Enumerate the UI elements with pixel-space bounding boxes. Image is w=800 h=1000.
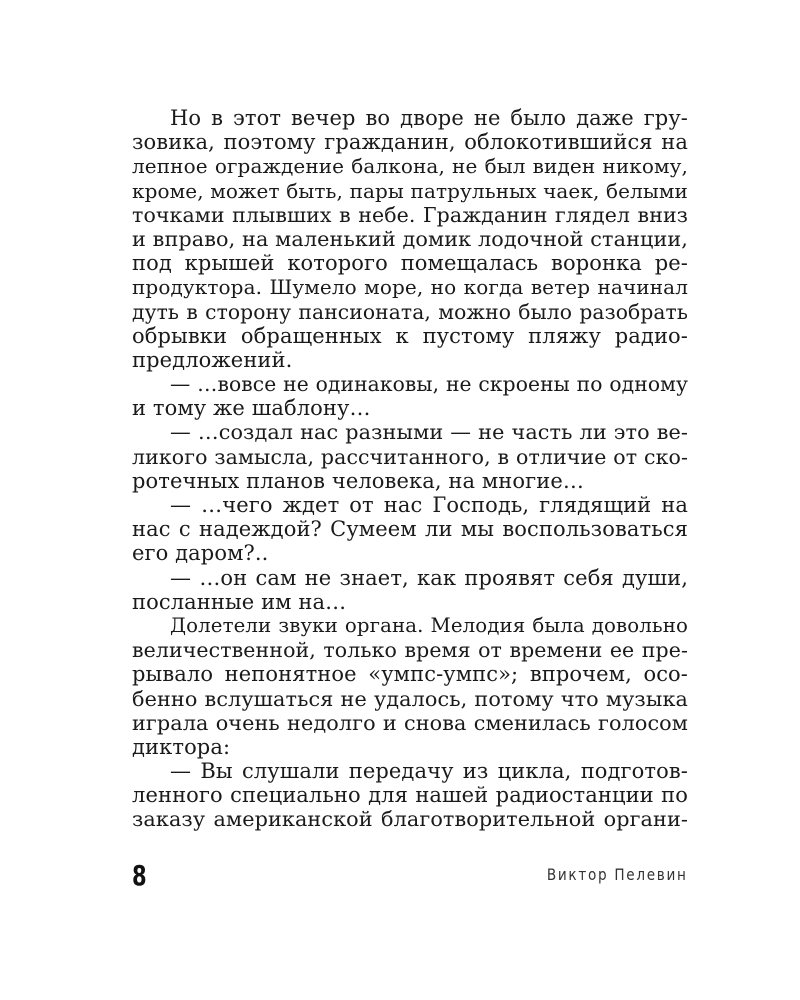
text-line: Долетели звуки органа. Мелодия была довольно [170, 613, 688, 637]
text-line: и вправо, на маленький домик лодочной станции, [132, 226, 688, 251]
text-line: величественной, только время от времени ее пре- [132, 638, 688, 663]
text-line: зовика, поэтому гражданин, облокотившийся на [132, 130, 688, 155]
text-line: — …он сам не знает, как проявят себя души, [170, 565, 688, 590]
text-line: бенно вслушаться не удалось, потому что музыка [132, 686, 688, 711]
text-line: — …вовсе не одинаковы, не скроены по одному [170, 372, 688, 397]
text-line: ротечных планов человека, на многие… [132, 468, 584, 493]
text-line: ликого замысла, рассчитанного, в отличие от ско- [132, 444, 688, 469]
text-line: диктора: [132, 734, 231, 759]
page-number: 8 [132, 859, 147, 892]
text-line: продуктора. Шумело море, но когда ветер начинал [132, 275, 688, 300]
text-line: точками плывших в небе. Гражданин глядел вниз [132, 202, 688, 227]
text-line: — …создал нас разными — не часть ли это ве- [170, 420, 688, 445]
text-line: обрывки обращенных к пустому пляжу радио- [132, 323, 688, 348]
body-text [132, 106, 688, 832]
page-footer [132, 859, 688, 892]
text-line: и тому же шаблону… [132, 396, 371, 421]
text-line: Но в этот вечер во дворе не было даже гру- [170, 106, 688, 130]
text-line: предложений. [132, 347, 293, 372]
text-line: рывало непонятное «умпс-умпс»; впрочем, осо- [132, 662, 688, 687]
running-head-author: Виктор Пелевин [547, 865, 688, 884]
text-line: посланные им на… [132, 589, 347, 614]
text-line: заказу американской благотворительной органи- [132, 807, 688, 832]
text-line: дуть в сторону пансионата, можно было разобрать [132, 299, 688, 324]
text-line: лепное ограждение балкона, не был виден никому, [132, 154, 688, 179]
text-line: ленного специально для нашей радиостанции по [132, 783, 688, 808]
text-line: — Вы слушали передачу из цикла, подготов- [170, 759, 688, 784]
text-line: играла очень недолго и снова сменилась голосом [132, 710, 688, 735]
text-line: нас с надеждой? Сумеем ли мы воспользоваться [132, 517, 688, 542]
text-line: его даром?.. [132, 541, 269, 566]
text-line: под крышей которого помещалась воронка ре- [132, 251, 688, 276]
text-line: — …чего ждет от нас Господь, глядящий на [170, 493, 688, 517]
text-line: кроме, может быть, пары патрульных чаек, белыми [132, 178, 688, 203]
